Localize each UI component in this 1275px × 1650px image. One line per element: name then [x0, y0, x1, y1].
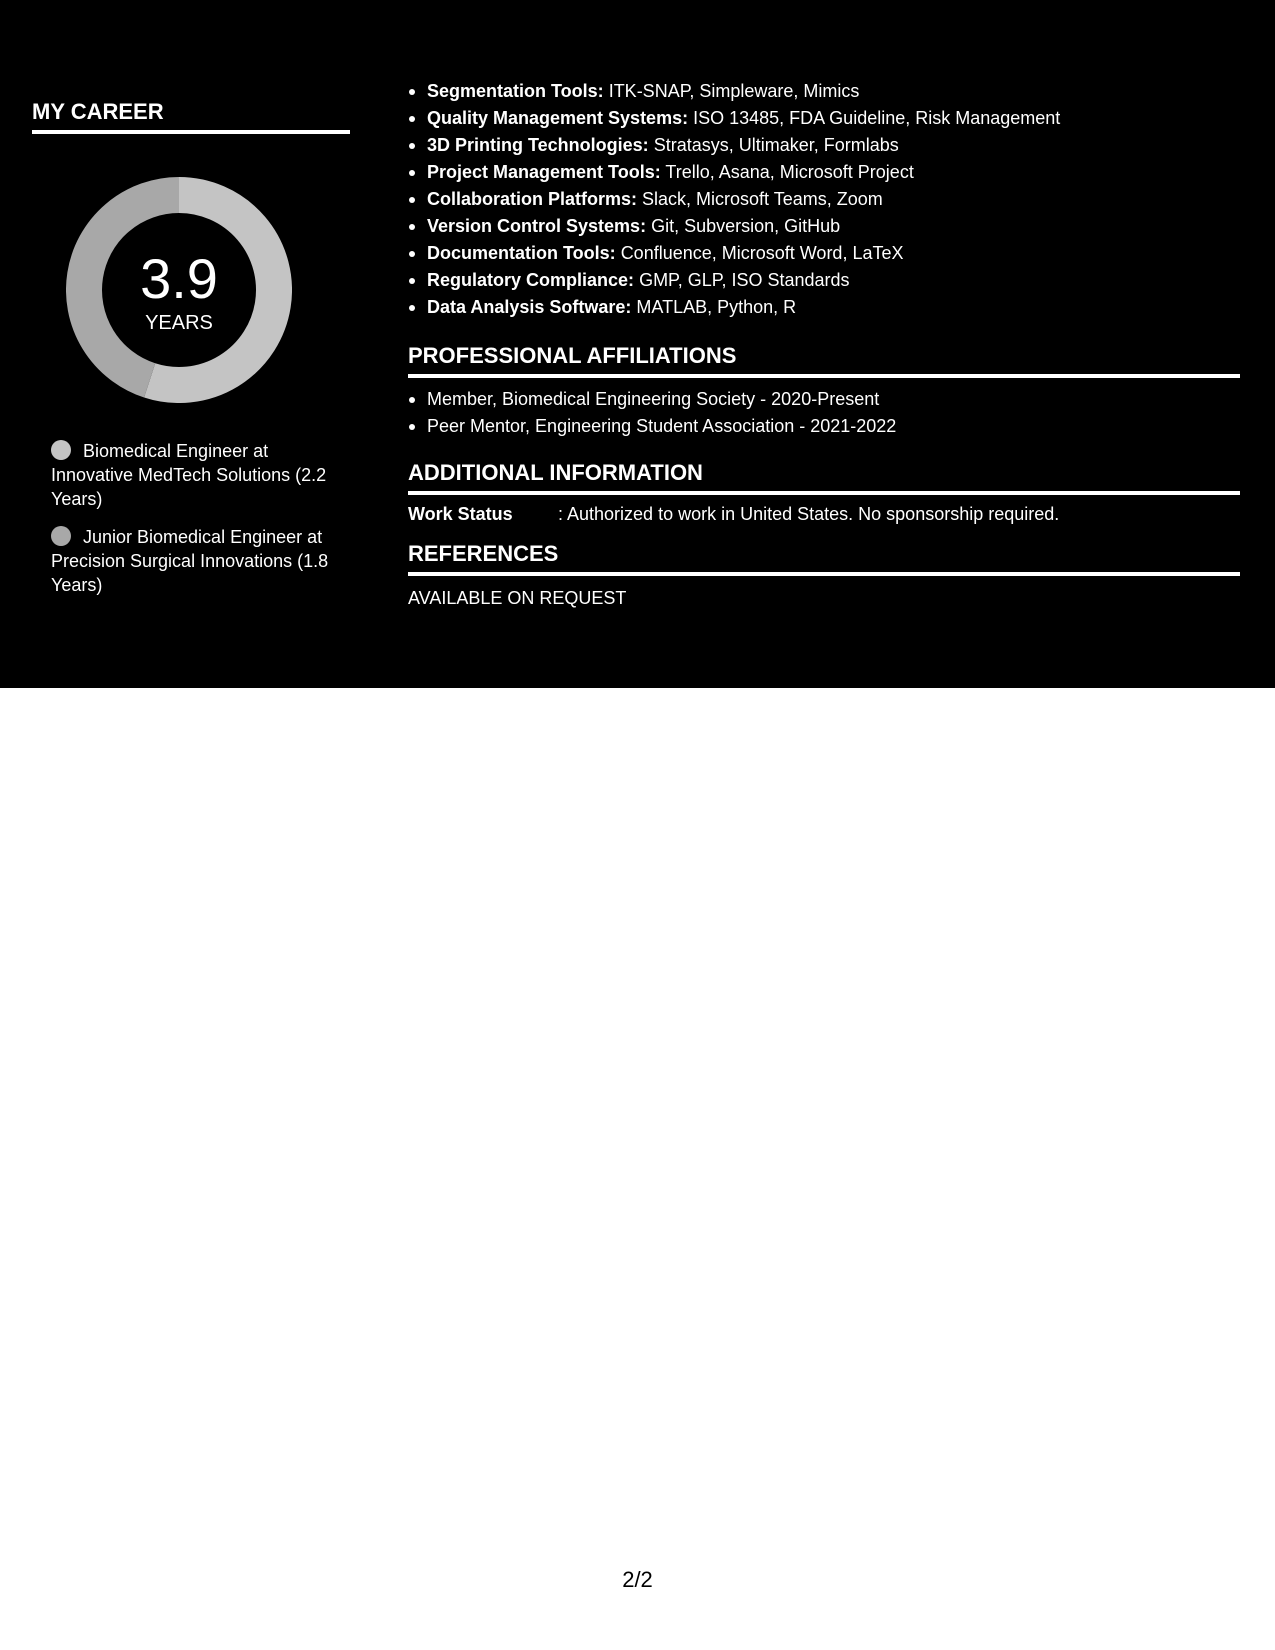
- references-rule: [408, 572, 1240, 576]
- career-heading: MY CAREER: [32, 99, 164, 124]
- page-number: 2/2: [622, 1567, 653, 1592]
- skill-value: Trello, Asana, Microsoft Project: [665, 162, 914, 182]
- skill-value: GMP, GLP, ISO Standards: [639, 270, 850, 290]
- skill-item: [408, 267, 1240, 294]
- references-section: [408, 539, 1240, 611]
- skill-name: Segmentation Tools:: [427, 81, 604, 101]
- skill-item: [408, 78, 1240, 105]
- additional-info-heading: ADDITIONAL INFORMATION: [408, 460, 703, 485]
- career-total-unit: YEARS: [145, 312, 213, 334]
- affiliations-section: [408, 341, 1240, 440]
- career-item: [51, 525, 341, 597]
- skill-name: Data Analysis Software:: [427, 297, 632, 317]
- work-status-label: Work Status: [408, 504, 513, 524]
- skill-item: [408, 240, 1240, 267]
- skill-value: Confluence, Microsoft Word, LaTeX: [620, 243, 904, 263]
- main-column: [408, 78, 1240, 611]
- skill-name: Documentation Tools:: [427, 243, 616, 263]
- skill-value: Stratasys, Ultimaker, Formlabs: [653, 135, 899, 155]
- career-donut-chart: [66, 177, 292, 403]
- affiliation-item: Member, Biomedical Engineering Society - 2020-Present: [408, 386, 1240, 413]
- skill-name: Quality Management Systems:: [427, 108, 689, 128]
- references-text: AVAILABLE ON REQUEST: [408, 588, 627, 608]
- career-item: [51, 439, 341, 511]
- affiliations-rule: [408, 374, 1240, 378]
- skill-item: [408, 186, 1240, 213]
- affiliations-list: [408, 386, 1240, 440]
- donut-center: [66, 177, 292, 403]
- skill-name: Version Control Systems:: [427, 216, 647, 236]
- skill-item: [408, 213, 1240, 240]
- skill-value: MATLAB, Python, R: [636, 297, 797, 317]
- skill-item: [408, 105, 1240, 132]
- work-status-row: [408, 501, 1240, 527]
- skill-name: Regulatory Compliance:: [427, 270, 635, 290]
- skill-value: Slack, Microsoft Teams, Zoom: [642, 189, 883, 209]
- career-item-text: Biomedical Engineer at Innovative MedTech Solutions (2.2 Years): [51, 441, 327, 509]
- career-list: [51, 439, 341, 597]
- affiliation-item: Peer Mentor, Engineering Student Association - 2021-2022: [408, 413, 1240, 440]
- career-total-years: 3.9: [140, 247, 218, 310]
- additional-info-rule: [408, 491, 1240, 495]
- career-heading-rule: [32, 130, 350, 134]
- skill-name: Project Management Tools:: [427, 162, 661, 182]
- skill-name: Collaboration Platforms:: [427, 189, 638, 209]
- skill-item: [408, 132, 1240, 159]
- skill-item: [408, 159, 1240, 186]
- skill-value: ITK-SNAP, Simpleware, Mimics: [608, 81, 860, 101]
- additional-info-section: [408, 458, 1240, 527]
- references-heading: REFERENCES: [408, 541, 559, 566]
- skills-list: [408, 78, 1240, 321]
- skill-value: ISO 13485, FDA Guideline, Risk Management: [693, 108, 1061, 128]
- skill-value: Git, Subversion, GitHub: [651, 216, 841, 236]
- affiliations-heading: PROFESSIONAL AFFILIATIONS: [408, 343, 737, 368]
- legend-dot-icon: [51, 526, 71, 546]
- legend-dot-icon: [51, 440, 71, 460]
- dark-content-panel: [0, 0, 1275, 688]
- skill-name: 3D Printing Technologies:: [427, 135, 649, 155]
- career-sidebar: [32, 96, 352, 611]
- work-status-value: : Authorized to work in United States. No sponsorship required.: [558, 504, 1060, 524]
- skill-item: [408, 294, 1240, 321]
- career-item-text: Junior Biomedical Engineer at Precision Surgical Innovations (1.8 Years): [51, 527, 329, 595]
